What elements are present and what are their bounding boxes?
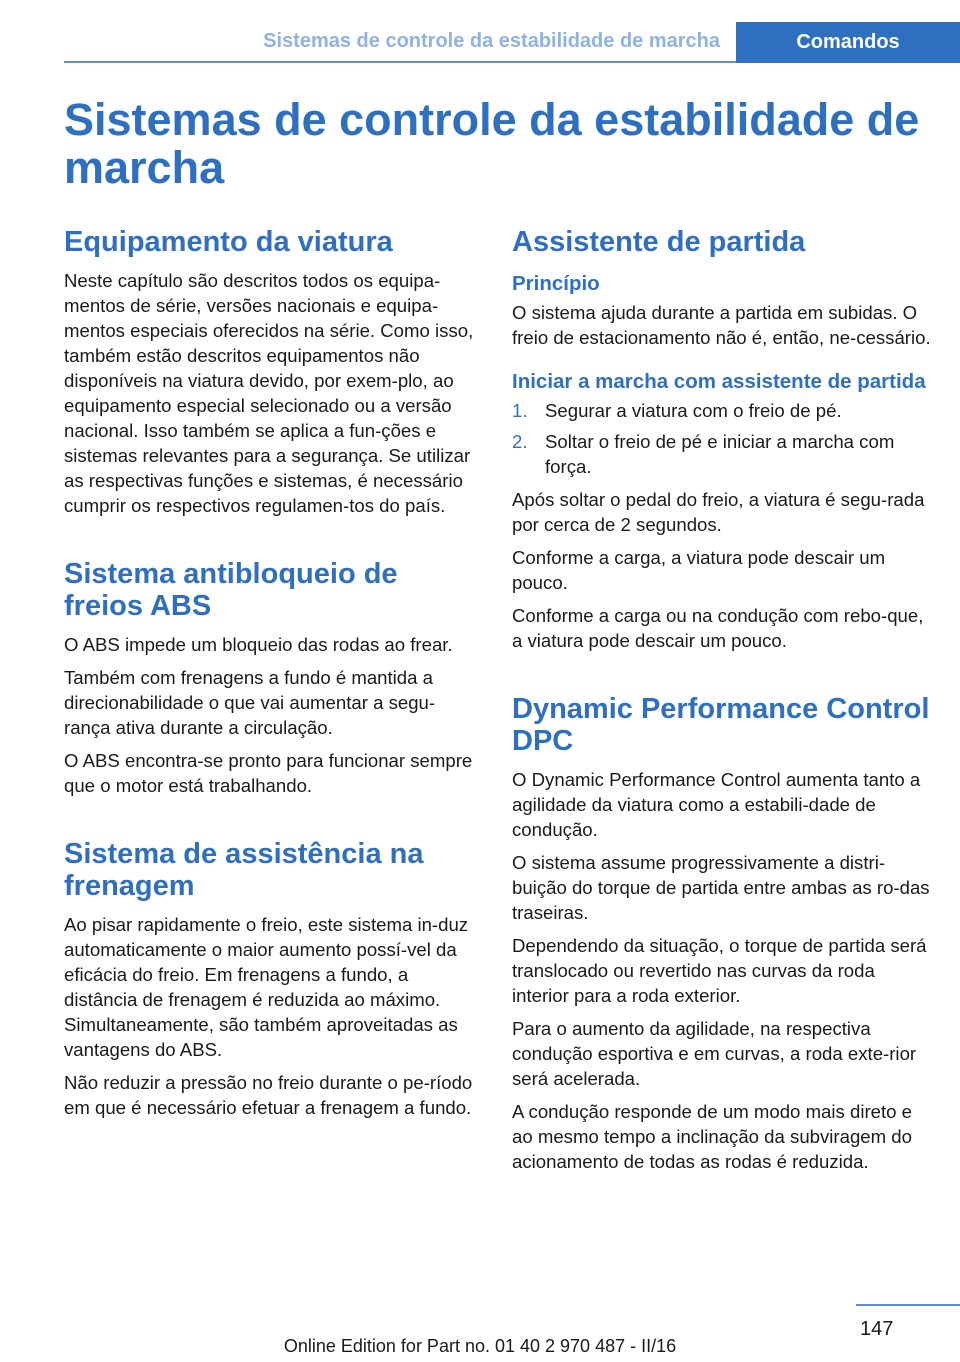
footer-rule bbox=[856, 1304, 960, 1306]
paragraph: Ao pisar rapidamente o freio, este sistema in-duz automaticamente o maior aumento possí-vel da eficácia do freio. Em frenagens a fundo, a distância de frenagem é reduzida ao máximo. Simultaneamente, são também aproveitadas as vantagens do ABS. bbox=[64, 914, 469, 1060]
paragraph: O ABS encontra-se pronto para funcionar sempre que o motor está trabalhando. bbox=[64, 750, 473, 796]
paragraph: Para o aumento da agilidade, na respectiva condução esportiva e em curvas, a roda exte-rior será acelerada. bbox=[512, 1018, 917, 1089]
left-column bbox=[64, 226, 480, 1128]
subheading-launch: Iniciar a marcha com assistente de partida bbox=[512, 370, 926, 393]
page-number: 147 bbox=[860, 1318, 894, 1340]
paragraph: Também com frenagens a fundo é mantida a direcionabilidade o que vai aumentar a segu-rança ativa durante a circulação. bbox=[64, 667, 436, 738]
paragraph: Neste capítulo são descritos todos os equipa-mentos de série, versões nacionais e equipa-mentos especiais oferecidos na série. Como isso, também estão descritos equipamentos não disponíveis na viatura devido, por exem-plo, ao equipamento especial selecionado ou a versão nacional. Isso também se aplica a fun-ções e sistemas relevantes para a segurança. Se utilizar as respectivas funções e sistemas, é necessário cumprir os respectivos regulamen-tos do país. bbox=[64, 270, 474, 516]
page-title: Sistemas de controle da estabilidade de marcha bbox=[64, 94, 920, 193]
right-column bbox=[512, 226, 932, 1182]
section-heading-dpc: Dynamic Performance Control DPC bbox=[512, 693, 930, 757]
paragraph: Não reduzir a pressão no freio durante o pe-ríodo em que é necessário efetuar a frenagem a fundo. bbox=[64, 1072, 473, 1118]
section-heading-brake-assist: Sistema de assistência na frenagem bbox=[64, 838, 424, 902]
paragraph: O sistema ajuda durante a partida em subidas. O freio de estacionamento não é, então, ne-cessário. bbox=[512, 302, 931, 348]
step-text: Segurar a viatura com o freio de pé. bbox=[545, 400, 842, 421]
paragraph: O ABS impede um bloqueio das rodas ao frear. bbox=[64, 634, 453, 655]
section-heading-equipment: Equipamento da viatura bbox=[64, 226, 393, 258]
paragraph: Dependendo da situação, o torque de partida será translocado ou revertido nas curvas da roda interior para a roda exterior. bbox=[512, 935, 927, 1006]
running-title: Sistemas de controle da estabilidade de marcha bbox=[263, 30, 720, 52]
paragraph: Conforme a carga, a viatura pode descair um pouco. bbox=[512, 547, 886, 593]
list-item bbox=[512, 429, 932, 479]
section-heading-start-assist: Assistente de partida bbox=[512, 226, 806, 258]
steps-list bbox=[512, 398, 932, 479]
step-number: 1. bbox=[512, 400, 528, 421]
edition-footer: Online Edition for Part no. 01 40 2 970 487 - II/16 bbox=[283, 1336, 677, 1356]
list-item bbox=[512, 398, 932, 423]
paragraph: Após soltar o pedal do freio, a viatura é segu-rada por cerca de 2 segundos. bbox=[512, 489, 925, 535]
chapter-tab: Comandos bbox=[736, 22, 960, 63]
paragraph: O sistema assume progressivamente a distri-buição do torque de partida entre ambas as ro-das traseiras. bbox=[512, 852, 930, 923]
paragraph: O Dynamic Performance Control aumenta tanto a agilidade da viatura como a estabili-dade de condução. bbox=[512, 769, 921, 840]
step-text: Soltar o freio de pé e iniciar a marcha com força. bbox=[545, 431, 895, 477]
section-heading-abs: Sistema antibloqueio de freios ABS bbox=[64, 558, 398, 622]
subheading-principle: Princípio bbox=[512, 272, 600, 295]
paragraph: Conforme a carga ou na condução com rebo-que, a viatura pode descair um pouco. bbox=[512, 605, 924, 651]
paragraph: A condução responde de um modo mais direto e ao mesmo tempo a inclinação da subviragem do acionamento de todas as rodas é reduzida. bbox=[512, 1101, 913, 1172]
step-number: 2. bbox=[512, 431, 528, 452]
